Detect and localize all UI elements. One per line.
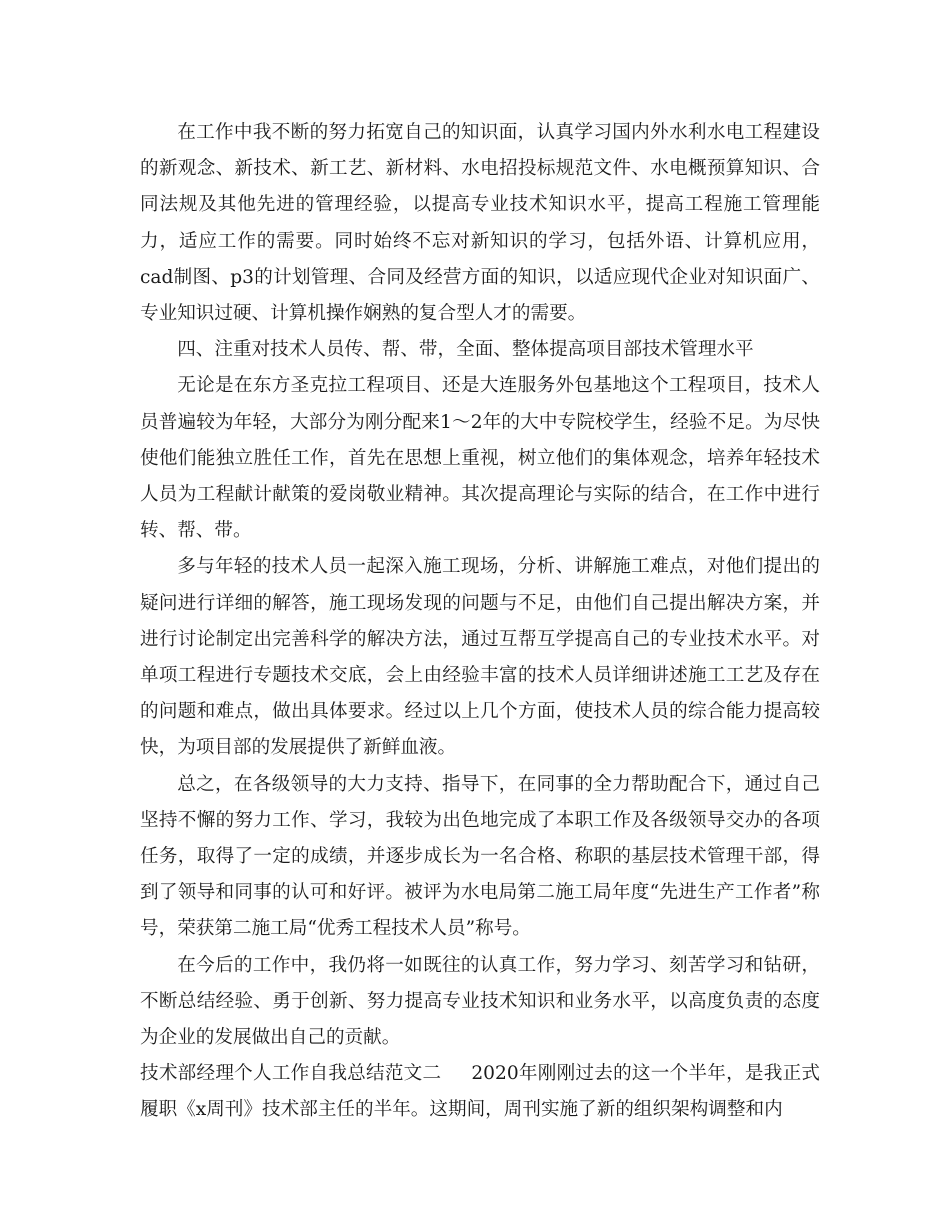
paragraph-young-staff: 无论是在东方圣克拉工程项目、还是大连服务外包基地这个工程项目，技术人员普遍较为年轻，大部分为刚分配来1～2年的大中专院校学生，经验不足。为尽快使他们能独立胜任工作，首先在思想上重视，树立他们的集体观念，培养年轻技术人员为工程献计献策的爱岗敬业精神。其次提高理论与实际的结合，在工作中进行转、帮、带。 [140, 375, 820, 542]
second-sample-title: 技术部经理个人工作自我总结范文二 [140, 1063, 442, 1085]
paragraph-site-guidance: 多与年轻的技术人员一起深入施工现场，分析、讲解施工难点，对他们提出的疑问进行详细的解答，施工现场发现的问题与不足，由他们自己提出解决方案，并进行讨论制定出完善科学的解决方法，通过互帮互学提高自己的专业技术水平。对单项工程进行专题技术交底，会上由经验丰富的技术人员详细讲述施工工艺及存在的问题和难点，做出具体要求。经过以上几个方面，使技术人员的综合能力提高较快，为项目部的发展提供了新鲜血液。 [140, 556, 820, 759]
paragraph-future: 在今后的工作中，我仍将一如既往的认真工作，努力学习、刻苦学习和钻研，不断总结经验、勇于创新、努力提高专业技术知识和业务水平，以高度负责的态度为企业的发展做出自己的贡献。 [140, 954, 820, 1049]
section-heading-four: 四、注重对技术人员传、帮、带，全面、整体提高项目部技术管理水平 [177, 339, 754, 361]
document-body [140, 115, 820, 1129]
paragraph-knowledge: 在工作中我不断的努力拓宽自己的知识面，认真学习国内外水利水电工程建设的新观念、新技术、新工艺、新材料、水电招投标规范文件、水电概预算知识、合同法规及其他先进的管理经验，以提高专业技术知识水平，提高工程施工管理能力，适应工作的需要。同时始终不忘对新知识的学习，包括外语、计算机应用，cad制图、p3的计划管理、合同及经营方面的知识，以适应现代企业对知识面广、专业知识过硬、计算机操作娴熟的复合型人才的需要。 [140, 122, 820, 325]
paragraph-second-sample [140, 1056, 820, 1128]
second-sample-body: 2020年刚刚过去的这一个半年，是我正式履职《x周刊》技术部主任的半年。这期间，周刊实施了新的组织架构调整和内 [140, 1063, 820, 1121]
paragraph-summary: 总之，在各级领导的大力支持、指导下，在同事的全力帮助配合下，通过自己坚持不懈的努力工作、学习，我较为出色地完成了本职工作及各级领导交办的各项任务，取得了一定的成绩，并逐步成长为一名合格、称职的基层技术管理干部，得到了领导和同事的认可和好评。被评为水电局第二施工局年度“先进生产工作者”称号，荣获第二施工局“优秀工程技术人员”称号。 [140, 773, 820, 940]
